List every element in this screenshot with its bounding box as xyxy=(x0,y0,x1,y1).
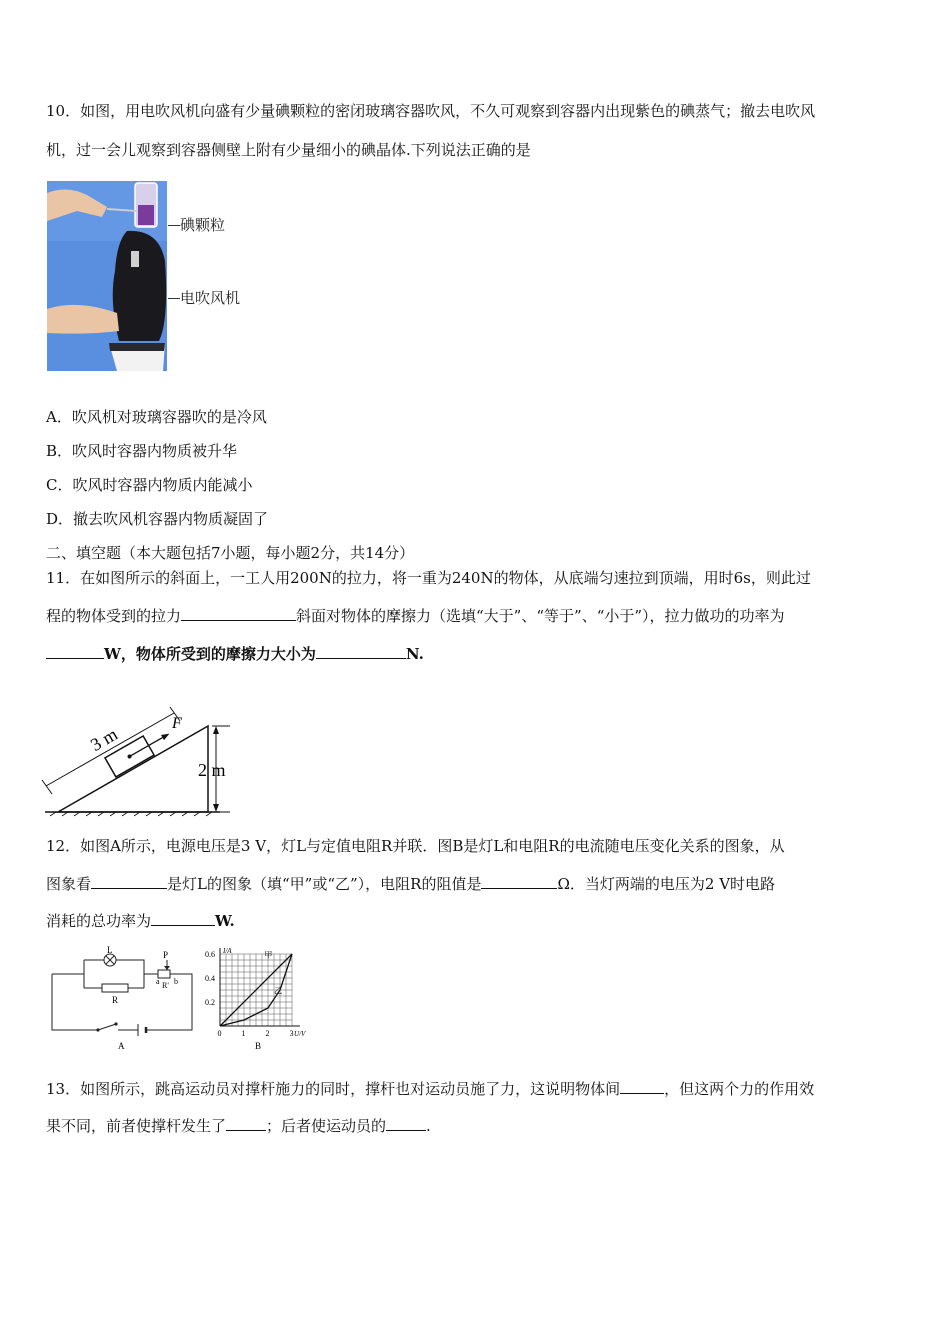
wire xyxy=(146,974,192,1030)
x-axis-label: U/V xyxy=(294,1030,306,1038)
lamp-label: L xyxy=(107,945,113,955)
rheostat-symbol xyxy=(158,970,170,978)
q13-line-2: 果不同，前者使撑杆发生了 ；后者使运动员的 . xyxy=(46,1117,431,1135)
q11-line-1: 11．在如图所示的斜面上，一工人用200N的拉力，将一重为240N的物体，从底端匀速拉到顶端，用时6s，则此过 xyxy=(46,569,811,587)
y-tick-label: 0.4 xyxy=(205,974,215,983)
answer-blank[interactable] xyxy=(151,911,215,926)
length-label: 3 m xyxy=(87,723,121,755)
terminal-a-label: a xyxy=(156,977,160,986)
x-tick-label: 1 xyxy=(241,1029,246,1038)
rheostat-label: R' xyxy=(162,981,169,990)
circuit-caption: A xyxy=(118,1041,125,1051)
switch-symbol xyxy=(98,1024,116,1030)
dryer-label: 电吹风机 xyxy=(180,289,241,307)
q10-option-a: A．吹风机对玻璃容器吹的是冷风 xyxy=(46,408,267,426)
iodine-label: 碘颗粒 xyxy=(180,216,226,234)
q10-line-1: 10．如图，用电吹风机向盛有少量碘颗粒的密闭玻璃容器吹风，不久可观察到容器内出现紫色的碘蒸气；撤去电吹风 xyxy=(46,102,816,120)
hair-dryer-illustration xyxy=(47,181,167,371)
incline-triangle xyxy=(58,723,208,812)
section-heading: 二、填空题（本大题包括7小题，每小题2分，共14分） xyxy=(46,544,415,562)
series-label-jia: 甲 xyxy=(264,950,273,960)
answer-blank[interactable] xyxy=(226,1116,266,1131)
q12-line-2: 图象看 是灯L的图象（填“甲”或“乙”），电阻R的阻值是 Ω．当灯两端的电压为2 V时电路 xyxy=(46,875,776,893)
leader-line xyxy=(168,298,180,299)
q13-line-1: 13．如图所示，跳高运动员对撑杆施力的同时，撑杆也对运动员施了力，这说明物体间 ，但这两个力的作用效 xyxy=(46,1080,815,1098)
incline-figure xyxy=(40,688,240,822)
answer-blank[interactable] xyxy=(386,1116,426,1131)
y-tick-label: 0.2 xyxy=(205,998,215,1007)
hair-dryer-photo xyxy=(47,181,167,371)
y-tick-label: 0.6 xyxy=(205,950,215,959)
height-label: 2 m xyxy=(198,760,226,780)
q10-line-2: 机，过一会儿观察到容器侧壁上附有少量细小的碘晶体.下列说法正确的是 xyxy=(46,141,531,159)
dryer-label-row xyxy=(168,287,240,308)
answer-blank[interactable] xyxy=(620,1079,664,1094)
answer-blank[interactable] xyxy=(481,874,557,889)
q11-line-3: W，物体所受到的摩擦力大小为 N. xyxy=(46,644,424,664)
force-label: F xyxy=(172,715,182,732)
answer-blank[interactable] xyxy=(181,606,296,621)
iu-graph xyxy=(200,944,318,1056)
q10-option-d: D．撤去吹风机容器内物质凝固了 xyxy=(46,510,269,528)
circuit-diagram xyxy=(46,944,202,1056)
answer-blank[interactable] xyxy=(316,644,406,659)
leader-line xyxy=(168,225,180,226)
q11-line-2: 程的物体受到的拉力 斜面对物体的摩擦力（选填“大于”、“等于”、“小于”），拉力做功的功率为 xyxy=(46,607,785,625)
slider-label: P xyxy=(163,950,169,960)
q10-option-b: B．吹风时容器内物质被升华 xyxy=(46,442,238,460)
series-label-yi: 乙 xyxy=(274,986,282,996)
q12-line-3: 消耗的总功率为 W. xyxy=(46,912,235,930)
q12-line-1: 12．如图A所示，电源电压是3 V，灯L与定值电阻R并联．图B是灯L和电阻R的电流随电压变化关系的图象，从 xyxy=(46,837,785,855)
answer-blank[interactable] xyxy=(46,644,104,659)
graph-caption: B xyxy=(255,1041,262,1051)
terminal-b-label: b xyxy=(174,977,178,986)
answer-blank[interactable] xyxy=(91,874,167,889)
x-tick-label: 2 xyxy=(265,1029,270,1038)
y-axis-label: I/A xyxy=(223,947,232,955)
resistor-label: R xyxy=(112,995,119,1005)
resistor-symbol xyxy=(102,984,128,992)
wire xyxy=(52,974,98,1030)
q10-option-c: C．吹风时容器内物质内能减小 xyxy=(46,476,253,494)
iodine-label-row xyxy=(168,214,225,235)
x-tick-label: 3 xyxy=(289,1029,294,1038)
x-tick-label: 0 xyxy=(217,1029,222,1038)
